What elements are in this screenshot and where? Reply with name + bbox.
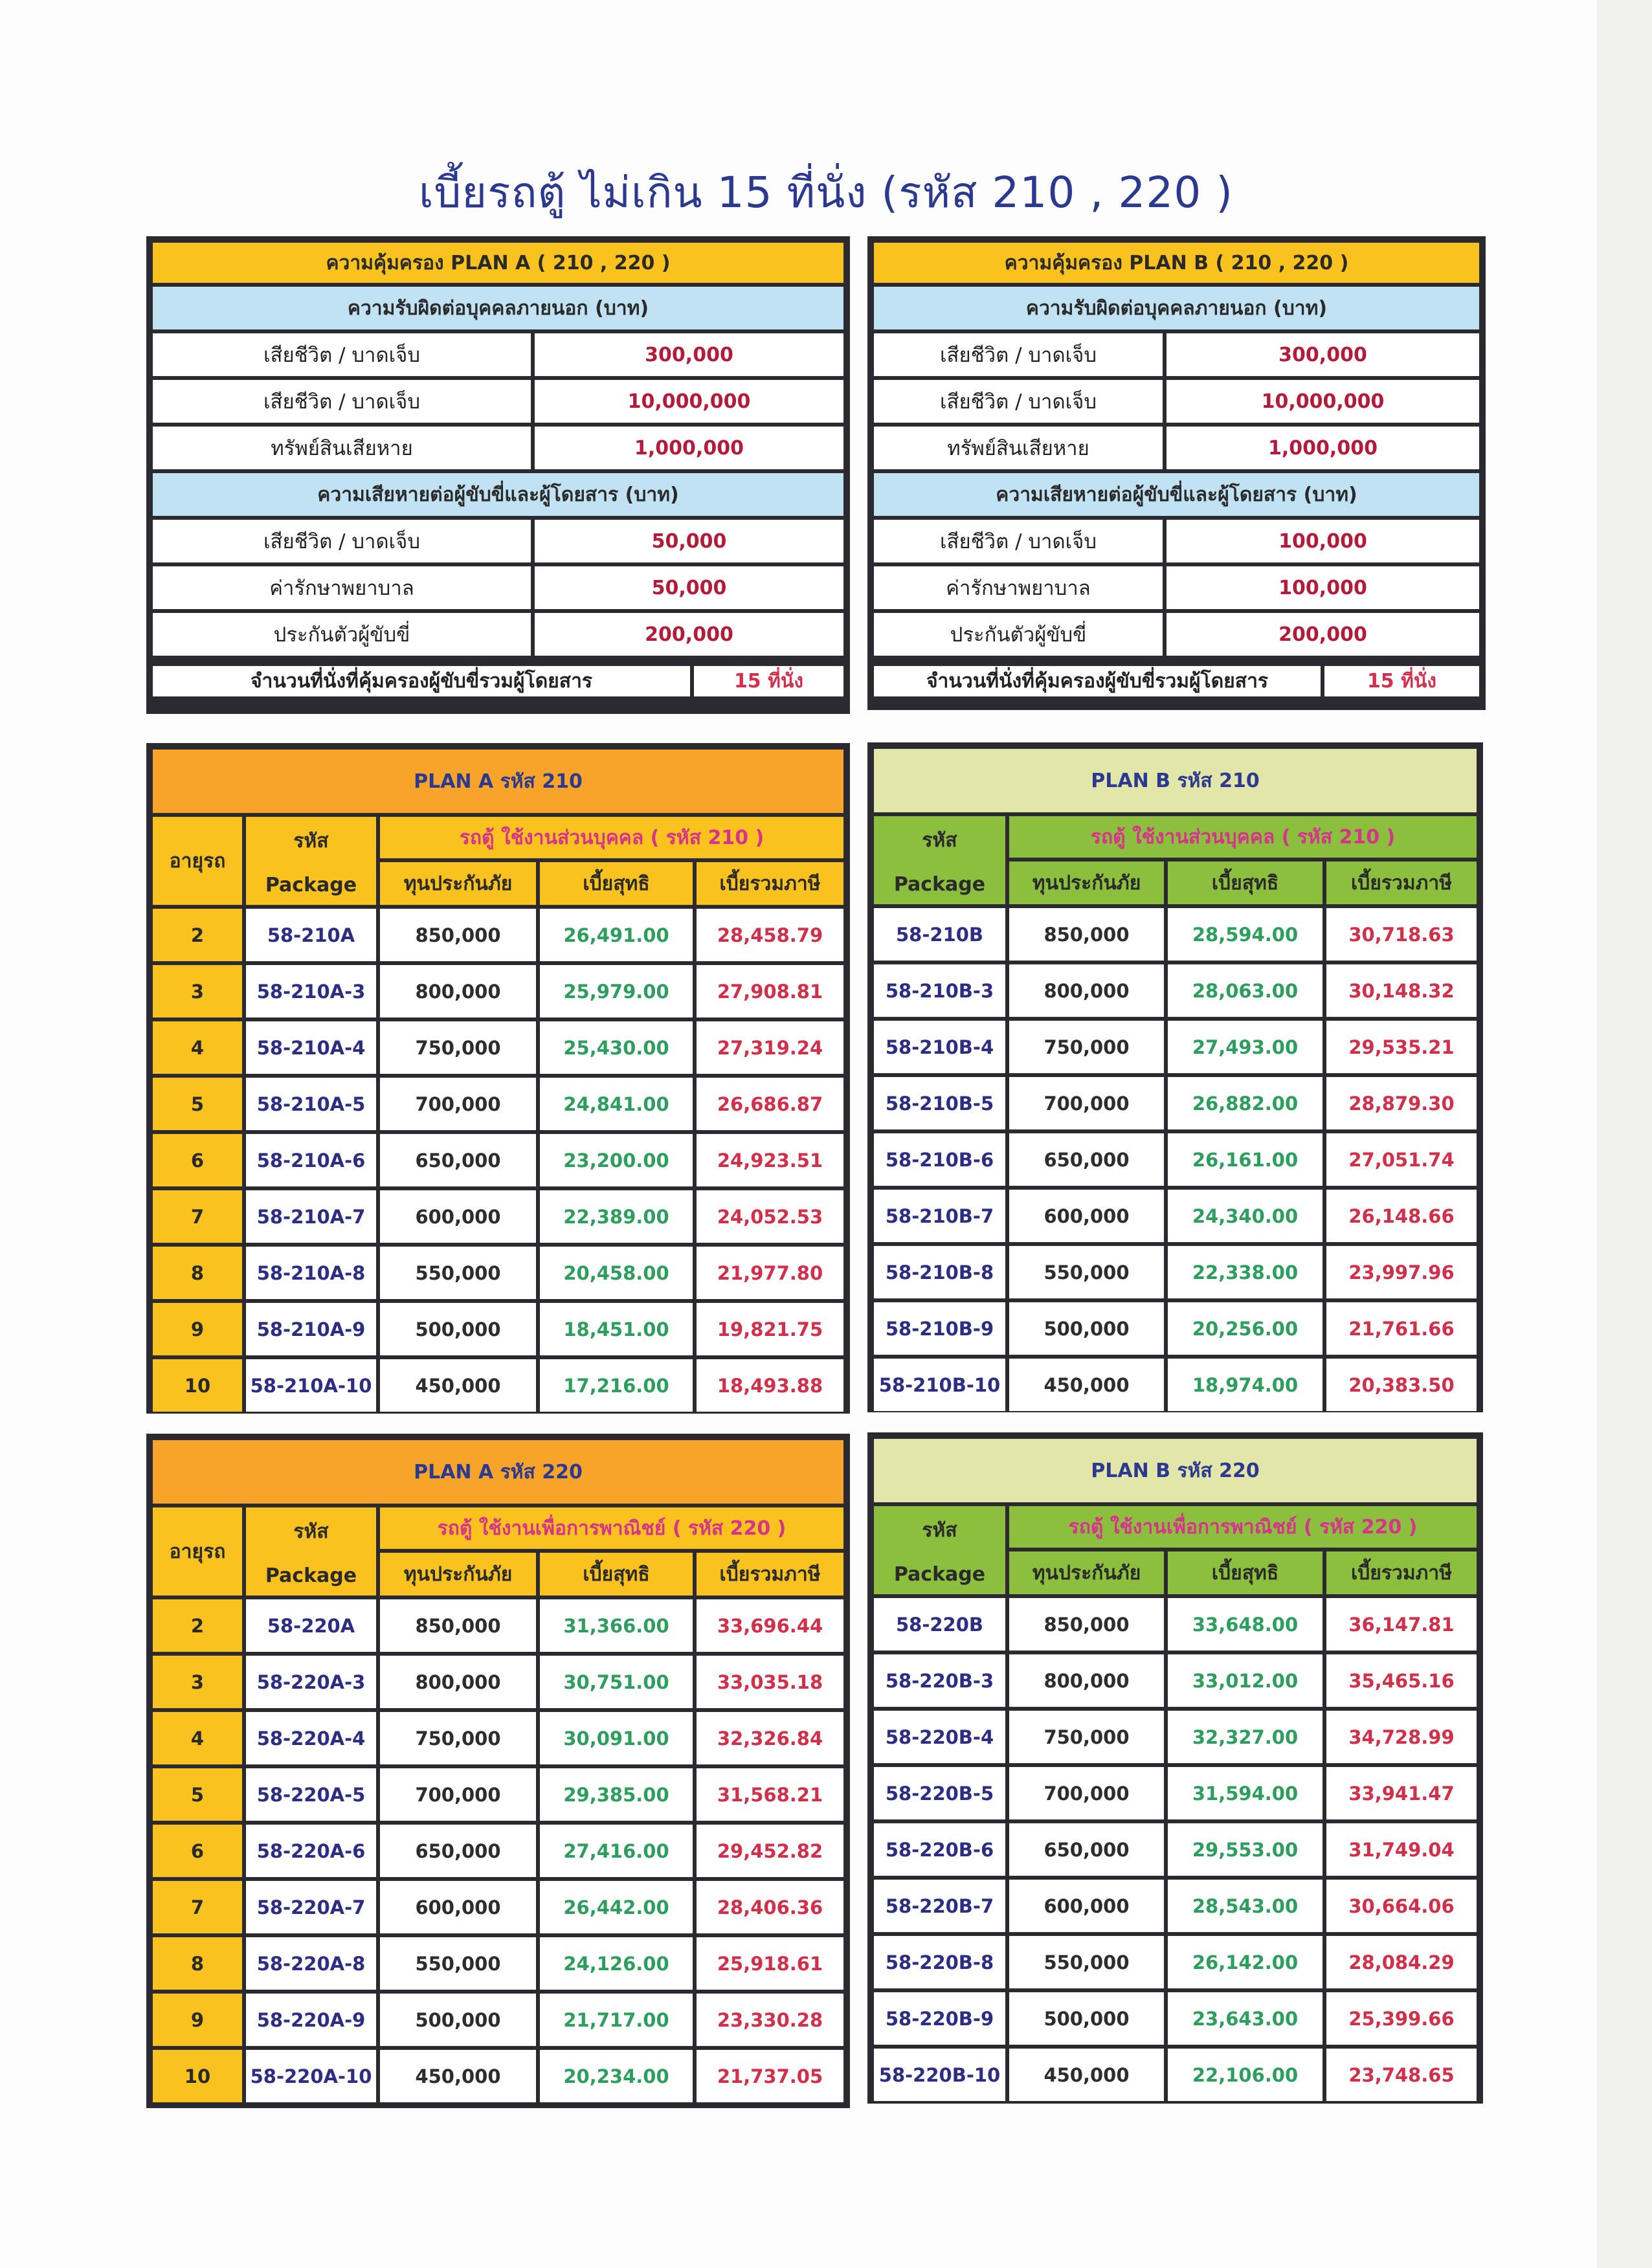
column-header-package-label: Package	[893, 1562, 986, 1586]
sum-insured-cell: 600,000	[1009, 1880, 1164, 1932]
sum-insured-cell: 550,000	[1009, 1936, 1164, 1988]
column-header-package-label: Package	[893, 873, 986, 896]
sum-insured-cell: 700,000	[1009, 1077, 1164, 1129]
net-premium-cell: 24,340.00	[1168, 1190, 1323, 1242]
page-title: เบี้ยรถตู้ ไม่เกิน 15 ที่นั่ง (รหัส 210 , 220 )	[418, 168, 1234, 217]
sum-insured-cell: 800,000	[380, 1656, 536, 1708]
vehicle-age-cell: 10	[153, 1359, 242, 1412]
coverage-value: 50,000	[535, 520, 843, 562]
sum-insured-cell: 650,000	[1009, 1133, 1164, 1186]
table-title: PLAN A รหัส 220	[153, 1440, 843, 1504]
sum-insured-cell: 600,000	[1009, 1190, 1164, 1242]
package-cell: 58-210B-4	[874, 1021, 1005, 1073]
net-premium-cell: 31,366.00	[540, 1599, 693, 1652]
sum-insured-cell: 550,000	[380, 1937, 536, 1990]
package-cell: 58-210A-4	[246, 1021, 376, 1074]
total-premium-cell: 36,147.81	[1326, 1598, 1477, 1651]
package-cell: 58-210B-8	[874, 1246, 1005, 1298]
package-cell: 58-220B	[874, 1598, 1005, 1651]
package-cell: 58-220B-6	[874, 1823, 1005, 1876]
coverage-label: เสียชีวิต / บาดเจ็บ	[874, 380, 1163, 423]
coverage-label: เสียชีวิต / บาดเจ็บ	[874, 333, 1163, 376]
table-title: PLAN B รหัส 220	[874, 1439, 1477, 1502]
coverage-header: ความคุ้มครอง PLAN B ( 210 , 220 )	[874, 243, 1479, 283]
seats-row	[153, 660, 843, 702]
total-premium-cell: 24,052.53	[697, 1190, 843, 1243]
coverage-value: 1,000,000	[1166, 427, 1479, 469]
net-premium-cell: 25,430.00	[540, 1021, 693, 1074]
column-header-sum-insured: ทุนประกันภัย	[1009, 862, 1164, 904]
column-header-total-premium: เบี้ยรวมภาษี	[697, 1553, 843, 1595]
coverage-value: 100,000	[1166, 520, 1479, 562]
package-cell: 58-220A-6	[246, 1825, 376, 1877]
package-cell: 58-220A-5	[246, 1768, 376, 1821]
vehicle-age-cell: 10	[153, 2050, 242, 2102]
package-cell: 58-210A-5	[246, 1078, 376, 1130]
total-premium-cell: 29,535.21	[1326, 1021, 1477, 1073]
third-party-header: ความรับผิดต่อบุคคลภายนอก (บาท)	[874, 287, 1479, 329]
net-premium-cell: 20,458.00	[540, 1247, 693, 1299]
sum-insured-cell: 750,000	[1009, 1021, 1164, 1073]
column-header-net-premium: เบี้ยสุทธิ	[1168, 862, 1323, 904]
vehicle-age-cell: 7	[153, 1190, 242, 1243]
seats-label: จำนวนที่นั่งที่คุ้มครองผู้ขับขี่รวมผู้โดยสาร	[874, 666, 1321, 696]
net-premium-cell: 17,216.00	[540, 1359, 693, 1412]
sum-insured-cell: 850,000	[380, 1599, 536, 1652]
package-cell: 58-210B-9	[874, 1302, 1005, 1355]
sum-insured-cell: 550,000	[1009, 1246, 1164, 1298]
net-premium-cell: 23,643.00	[1168, 1992, 1323, 2045]
coverage-value: 1,000,000	[535, 427, 843, 469]
vehicle-age-cell: 3	[153, 965, 242, 1017]
net-premium-cell: 22,338.00	[1168, 1246, 1323, 1298]
total-premium-cell: 28,879.30	[1326, 1077, 1477, 1129]
total-premium-cell: 33,035.18	[697, 1656, 843, 1708]
total-premium-cell: 30,148.32	[1326, 964, 1477, 1017]
coverage-header: ความคุ้มครอง PLAN A ( 210 , 220 )	[153, 243, 843, 283]
total-premium-cell: 31,568.21	[697, 1768, 843, 1821]
total-premium-cell: 27,908.81	[697, 965, 843, 1017]
column-header-total-premium: เบี้ยรวมภาษี	[1326, 1551, 1477, 1594]
net-premium-cell: 18,451.00	[540, 1303, 693, 1355]
vehicle-age-cell: 4	[153, 1021, 242, 1074]
column-group-header: รถตู้ ใช้งานส่วนบุคคล ( รหัส 210 )	[380, 817, 843, 858]
net-premium-cell: 18,974.00	[1168, 1359, 1323, 1411]
coverage-value: 300,000	[535, 333, 843, 376]
coverage-table-plan-a	[146, 236, 850, 714]
coverage-label: ประกันตัวผู้ขับขี่	[153, 613, 531, 656]
total-premium-cell: 30,664.06	[1326, 1880, 1477, 1932]
total-premium-cell: 27,051.74	[1326, 1133, 1477, 1186]
sum-insured-cell: 500,000	[1009, 1302, 1164, 1355]
total-premium-cell: 19,821.75	[697, 1303, 843, 1355]
coverage-value: 50,000	[535, 566, 843, 609]
vehicle-age-cell: 7	[153, 1881, 242, 1933]
sum-insured-cell: 850,000	[380, 909, 536, 961]
vehicle-age-cell: 2	[153, 1599, 242, 1652]
total-premium-cell: 21,761.66	[1326, 1302, 1477, 1355]
column-group-header: รถตู้ ใช้งานเพื่อการพาณิชย์ ( รหัส 220 )	[1009, 1506, 1477, 1548]
column-header-net-premium: เบี้ยสุทธิ	[1168, 1551, 1323, 1594]
package-cell: 58-220A-7	[246, 1881, 376, 1933]
net-premium-cell: 22,389.00	[540, 1190, 693, 1243]
total-premium-cell: 25,918.61	[697, 1937, 843, 1990]
net-premium-cell: 29,385.00	[540, 1768, 693, 1821]
vehicle-age-cell: 8	[153, 1937, 242, 1990]
coverage-value: 10,000,000	[535, 380, 843, 423]
package-cell: 58-210B-5	[874, 1077, 1005, 1129]
package-cell: 58-210A-6	[246, 1134, 376, 1186]
total-premium-cell: 35,465.16	[1326, 1654, 1477, 1707]
package-cell: 58-220B-9	[874, 1992, 1005, 2045]
column-header-sum-insured: ทุนประกันภัย	[380, 862, 536, 905]
coverage-label: เสียชีวิต / บาดเจ็บ	[153, 520, 531, 562]
total-premium-cell: 20,383.50	[1326, 1359, 1477, 1411]
sum-insured-cell: 700,000	[1009, 1767, 1164, 1819]
total-premium-cell: 28,084.29	[1326, 1936, 1477, 1988]
premium-table-plan-a-210	[146, 743, 850, 1414]
column-group-header: รถตู้ ใช้งานเพื่อการพาณิชย์ ( รหัส 220 )	[380, 1507, 843, 1549]
net-premium-cell: 26,882.00	[1168, 1077, 1323, 1129]
column-header-total-premium: เบี้ยรวมภาษี	[697, 862, 843, 905]
net-premium-cell: 23,200.00	[540, 1134, 693, 1186]
total-premium-cell: 26,686.87	[697, 1078, 843, 1130]
coverage-value: 200,000	[1166, 613, 1479, 656]
net-premium-cell: 26,442.00	[540, 1881, 693, 1933]
net-premium-cell: 30,091.00	[540, 1712, 693, 1764]
package-cell: 58-220B-10	[874, 2049, 1005, 2101]
total-premium-cell: 28,458.79	[697, 909, 843, 961]
seats-value: 15 ที่นั่ง	[1324, 666, 1479, 696]
net-premium-cell: 24,841.00	[540, 1078, 693, 1130]
total-premium-cell: 21,737.05	[697, 2050, 843, 2102]
total-premium-cell: 32,326.84	[697, 1712, 843, 1764]
column-header-age: อายุรถ	[153, 817, 242, 905]
total-premium-cell: 34,728.99	[1326, 1711, 1477, 1763]
net-premium-cell: 20,256.00	[1168, 1302, 1323, 1355]
sum-insured-cell: 800,000	[1009, 1654, 1164, 1707]
coverage-value: 100,000	[1166, 566, 1479, 609]
coverage-label: ประกันตัวผู้ขับขี่	[874, 613, 1163, 656]
coverage-label: เสียชีวิต / บาดเจ็บ	[153, 380, 531, 423]
net-premium-cell: 26,142.00	[1168, 1936, 1323, 1988]
package-cell: 58-210A-10	[246, 1359, 376, 1412]
coverage-value: 10,000,000	[1166, 380, 1479, 423]
column-header-package-label: Package	[265, 1564, 357, 1587]
net-premium-cell: 33,648.00	[1168, 1598, 1323, 1651]
column-header-code: รหัส	[922, 828, 957, 852]
net-premium-cell: 20,234.00	[540, 2050, 693, 2102]
total-premium-cell: 25,399.66	[1326, 1992, 1477, 2045]
premium-table-plan-b-220	[867, 1432, 1483, 2104]
sum-insured-cell: 450,000	[380, 2050, 536, 2102]
column-header-package	[874, 1506, 1005, 1594]
package-cell: 58-220A-9	[246, 1994, 376, 2046]
package-cell: 58-210A-9	[246, 1303, 376, 1355]
column-header-code: รหัส	[922, 1518, 957, 1542]
column-header-package	[246, 1507, 376, 1595]
net-premium-cell: 32,327.00	[1168, 1711, 1323, 1763]
vehicle-age-cell: 3	[153, 1656, 242, 1708]
package-cell: 58-210B-6	[874, 1133, 1005, 1186]
sum-insured-cell: 850,000	[1009, 908, 1164, 961]
vehicle-age-cell: 5	[153, 1078, 242, 1130]
total-premium-cell: 24,923.51	[697, 1134, 843, 1186]
premium-table-plan-b-210	[867, 742, 1483, 1412]
sum-insured-cell: 650,000	[380, 1825, 536, 1877]
vehicle-age-cell: 2	[153, 909, 242, 961]
sum-insured-cell: 500,000	[380, 1303, 536, 1355]
sum-insured-cell: 650,000	[380, 1134, 536, 1186]
seats-value: 15 ที่นั่ง	[694, 666, 843, 696]
net-premium-cell: 29,553.00	[1168, 1823, 1323, 1876]
sum-insured-cell: 700,000	[380, 1078, 536, 1130]
total-premium-cell: 30,718.63	[1326, 908, 1477, 961]
sum-insured-cell: 750,000	[380, 1712, 536, 1764]
column-header-code: รหัส	[293, 1520, 329, 1543]
coverage-label: ทรัพย์สินเสียหาย	[153, 427, 531, 469]
total-premium-cell: 23,330.28	[697, 1994, 843, 2046]
package-cell: 58-220B-8	[874, 1936, 1005, 1988]
sum-insured-cell: 450,000	[1009, 1359, 1164, 1411]
net-premium-cell: 24,126.00	[540, 1937, 693, 1990]
net-premium-cell: 28,063.00	[1168, 964, 1323, 1017]
vehicle-age-cell: 6	[153, 1134, 242, 1186]
sum-insured-cell: 650,000	[1009, 1823, 1164, 1876]
coverage-label: ทรัพย์สินเสียหาย	[874, 427, 1163, 469]
vehicle-age-cell: 5	[153, 1768, 242, 1821]
sum-insured-cell: 750,000	[1009, 1711, 1164, 1763]
net-premium-cell: 22,106.00	[1168, 2049, 1323, 2101]
sum-insured-cell: 700,000	[380, 1768, 536, 1821]
total-premium-cell: 21,977.80	[697, 1247, 843, 1299]
net-premium-cell: 30,751.00	[540, 1656, 693, 1708]
sum-insured-cell: 450,000	[1009, 2049, 1164, 2101]
package-cell: 58-220A-4	[246, 1712, 376, 1764]
net-premium-cell: 33,012.00	[1168, 1654, 1323, 1707]
package-cell: 58-220B-5	[874, 1767, 1005, 1819]
net-premium-cell: 25,979.00	[540, 965, 693, 1017]
sum-insured-cell: 500,000	[380, 1994, 536, 2046]
column-header-total-premium: เบี้ยรวมภาษี	[1326, 862, 1477, 904]
package-cell: 58-220B-7	[874, 1880, 1005, 1932]
sum-insured-cell: 800,000	[380, 965, 536, 1017]
sum-insured-cell: 500,000	[1009, 1992, 1164, 2045]
table-title: PLAN B รหัส 210	[874, 749, 1477, 812]
total-premium-cell: 27,319.24	[697, 1021, 843, 1074]
package-cell: 58-210B-7	[874, 1190, 1005, 1242]
package-cell: 58-210A-8	[246, 1247, 376, 1299]
column-header-net-premium: เบี้ยสุทธิ	[540, 862, 693, 905]
package-cell: 58-220A-3	[246, 1656, 376, 1708]
sum-insured-cell: 850,000	[1009, 1598, 1164, 1651]
coverage-label: ค่ารักษาพยาบาล	[153, 566, 531, 609]
package-cell: 58-210A-7	[246, 1190, 376, 1243]
package-cell: 58-210B	[874, 908, 1005, 961]
net-premium-cell: 26,491.00	[540, 909, 693, 961]
sum-insured-cell: 600,000	[380, 1881, 536, 1933]
total-premium-cell: 23,997.96	[1326, 1246, 1477, 1298]
column-header-net-premium: เบี้ยสุทธิ	[540, 1553, 693, 1595]
coverage-label: เสียชีวิต / บาดเจ็บ	[153, 333, 531, 376]
total-premium-cell: 33,696.44	[697, 1599, 843, 1652]
package-cell: 58-220B-3	[874, 1654, 1005, 1707]
vehicle-age-cell: 4	[153, 1712, 242, 1764]
seats-row	[874, 660, 1479, 702]
total-premium-cell: 31,749.04	[1326, 1823, 1477, 1876]
package-cell: 58-220A	[246, 1599, 376, 1652]
premium-table-plan-a-220	[146, 1434, 850, 2108]
column-group-header: รถตู้ ใช้งานส่วนบุคคล ( รหัส 210 )	[1009, 816, 1477, 858]
net-premium-cell: 27,493.00	[1168, 1021, 1323, 1073]
vehicle-age-cell: 9	[153, 1994, 242, 2046]
net-premium-cell: 28,543.00	[1168, 1880, 1323, 1932]
sum-insured-cell: 800,000	[1009, 964, 1164, 1017]
package-cell: 58-210B-10	[874, 1359, 1005, 1411]
sum-insured-cell: 600,000	[380, 1190, 536, 1243]
coverage-label: ค่ารักษาพยาบาล	[874, 566, 1163, 609]
vehicle-age-cell: 9	[153, 1303, 242, 1355]
table-title: PLAN A รหัส 210	[153, 750, 843, 813]
package-cell: 58-220A-10	[246, 2050, 376, 2102]
total-premium-cell: 33,941.47	[1326, 1767, 1477, 1819]
total-premium-cell: 23,748.65	[1326, 2049, 1477, 2101]
seats-label: จำนวนที่นั่งที่คุ้มครองผู้ขับขี่รวมผู้โดยสาร	[153, 666, 690, 696]
sum-insured-cell: 550,000	[380, 1247, 536, 1299]
sum-insured-cell: 750,000	[380, 1021, 536, 1074]
total-premium-cell: 18,493.88	[697, 1359, 843, 1412]
net-premium-cell: 31,594.00	[1168, 1767, 1323, 1819]
column-header-package-label: Package	[265, 873, 357, 896]
coverage-table-plan-b	[867, 236, 1486, 710]
total-premium-cell: 26,148.66	[1326, 1190, 1477, 1242]
column-header-sum-insured: ทุนประกันภัย	[1009, 1551, 1164, 1594]
coverage-label: เสียชีวิต / บาดเจ็บ	[874, 520, 1163, 562]
column-header-code: รหัส	[293, 829, 329, 852]
driver-passenger-header: ความเสียหายต่อผู้ขับขี่และผู้โดยสาร (บาท)	[874, 473, 1479, 516]
column-header-package	[246, 817, 376, 905]
vehicle-age-cell: 8	[153, 1247, 242, 1299]
coverage-value: 300,000	[1166, 333, 1479, 376]
coverage-value: 200,000	[535, 613, 843, 656]
net-premium-cell: 26,161.00	[1168, 1133, 1323, 1186]
total-premium-cell: 28,406.36	[697, 1881, 843, 1933]
package-cell: 58-210A-3	[246, 965, 376, 1017]
total-premium-cell: 29,452.82	[697, 1825, 843, 1877]
net-premium-cell: 21,717.00	[540, 1994, 693, 2046]
package-cell: 58-220A-8	[246, 1937, 376, 1990]
net-premium-cell: 27,416.00	[540, 1825, 693, 1877]
column-header-sum-insured: ทุนประกันภัย	[380, 1553, 536, 1595]
package-cell: 58-210A	[246, 909, 376, 961]
sum-insured-cell: 450,000	[380, 1359, 536, 1412]
third-party-header: ความรับผิดต่อบุคคลภายนอก (บาท)	[153, 287, 843, 329]
scan-page-edge	[1597, 0, 1652, 2268]
column-header-package	[874, 816, 1005, 904]
package-cell: 58-210B-3	[874, 964, 1005, 1017]
column-header-age: อายุรถ	[153, 1507, 242, 1595]
package-cell: 58-220B-4	[874, 1711, 1005, 1763]
driver-passenger-header: ความเสียหายต่อผู้ขับขี่และผู้โดยสาร (บาท)	[153, 473, 843, 516]
vehicle-age-cell: 6	[153, 1825, 242, 1877]
net-premium-cell: 28,594.00	[1168, 908, 1323, 961]
